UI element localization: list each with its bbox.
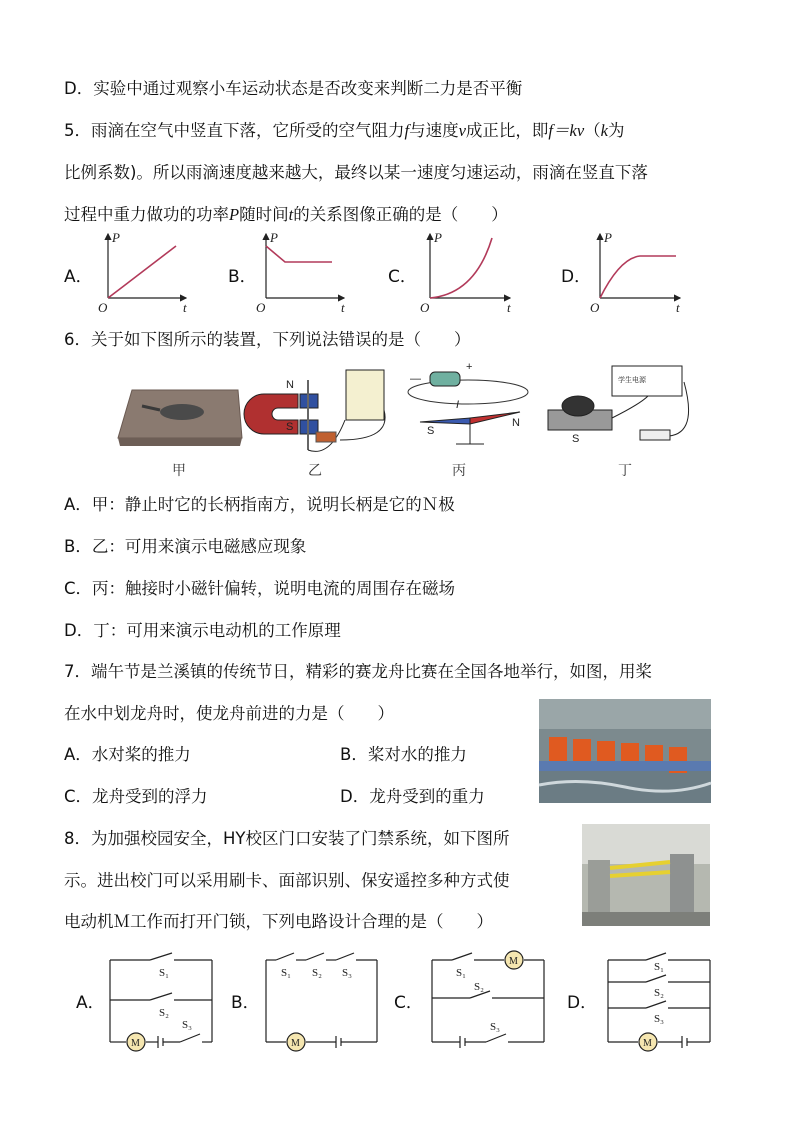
svg-text:P: P xyxy=(112,230,120,245)
svg-text:O: O xyxy=(98,300,108,315)
q5-option-d-label[interactable]: D． xyxy=(561,267,592,287)
q8-line3: 电动机Ｍ工作而打开门锁，下列电路设计合理的是（ ） xyxy=(64,912,493,931)
svg-text:N: N xyxy=(512,417,520,429)
svg-text:S₃: S₃ xyxy=(182,1019,192,1031)
svg-text:+: + xyxy=(466,361,473,373)
svg-text:学生电源: 学生电源 xyxy=(618,377,646,384)
q5-line3: 过程中重力做功的功率P随时间t的关系图像正确的是（ ） xyxy=(64,205,508,224)
q7-line1: 7．端午节是兰溪镇的传统节日，精彩的赛龙舟比赛在全国各地举行，如图，用桨 xyxy=(64,662,652,681)
svg-text:M: M xyxy=(643,1038,652,1049)
sinan-spoon-figure xyxy=(118,390,242,446)
svg-text:S₃: S₃ xyxy=(342,967,352,979)
q5-line2: 比例系数)。所以雨滴速度越来越大，最终以某一速度匀速运动，雨滴在竖直下落 xyxy=(64,163,648,182)
q5-option-b-label[interactable]: B． xyxy=(228,267,257,287)
q8-option-d-label[interactable]: D． xyxy=(567,993,598,1013)
svg-text:S₃: S₃ xyxy=(490,1021,500,1033)
svg-text:O: O xyxy=(590,300,600,315)
svg-text:P: P xyxy=(434,230,442,245)
svg-text:t: t xyxy=(676,300,680,315)
svg-text:S₁: S₁ xyxy=(654,961,664,973)
graph-c xyxy=(430,234,510,298)
svg-text:S₂: S₂ xyxy=(654,987,664,999)
induction-figure xyxy=(244,370,385,451)
svg-text:O: O xyxy=(420,300,430,315)
svg-text:S₂: S₂ xyxy=(159,1007,169,1019)
dragon-boat-photo xyxy=(539,699,711,803)
caption-yi: 乙 xyxy=(308,463,322,479)
q6-option-b[interactable]: B．乙：可用来演示电磁感应现象 xyxy=(64,537,307,556)
svg-text:t: t xyxy=(341,300,345,315)
svg-text:S₁: S₁ xyxy=(456,967,466,979)
q5-option-a-label[interactable]: A． xyxy=(64,267,93,287)
q8-option-a-label[interactable]: A． xyxy=(76,993,105,1013)
svg-text:t: t xyxy=(507,300,511,315)
svg-text:S: S xyxy=(427,425,435,437)
svg-text:S₁: S₁ xyxy=(159,967,169,979)
q5-option-c-label[interactable]: C． xyxy=(388,267,417,287)
graph-d xyxy=(600,234,680,298)
svg-text:S₂: S₂ xyxy=(474,981,484,993)
svg-text:S₂: S₂ xyxy=(312,967,322,979)
q8-line1: 8．为加强校园安全，HY校区门口安装了门禁系统，如下图所 xyxy=(64,829,510,848)
q8-line2: 示。进出校门可以采用刷卡、面部识别、保安遥控多种方式使 xyxy=(64,871,510,890)
q7-option-a[interactable]: A．水对桨的推力 xyxy=(64,745,191,764)
q6-option-a[interactable]: A．甲：静止时它的长柄指南方，说明长柄是它的Ｎ极 xyxy=(64,495,455,514)
q7-option-d[interactable]: D．龙舟受到的重力 xyxy=(340,787,485,806)
oersted-figure xyxy=(408,372,528,444)
q8-option-c-label[interactable]: C． xyxy=(394,993,423,1013)
circuit-c xyxy=(432,951,544,1048)
svg-text:t: t xyxy=(183,300,187,315)
q8-option-b-label[interactable]: B． xyxy=(231,993,260,1013)
caption-bing: 丙 xyxy=(452,463,466,479)
svg-text:S: S xyxy=(286,421,294,433)
q6-option-c[interactable]: C．丙：触接时小磁针偏转，说明电流的周围存在磁场 xyxy=(64,579,456,598)
q7-option-c[interactable]: C．龙舟受到的浮力 xyxy=(64,787,208,806)
gate-photo xyxy=(582,824,710,926)
prev-option-d: D．实验中通过观察小车运动状态是否改变来判断二力是否平衡 xyxy=(64,79,523,98)
caption-jia: 甲 xyxy=(172,463,186,479)
caption-ding: 丁 xyxy=(618,463,632,479)
q5-line1: 5．雨滴在空气中竖直下落，它所受的空气阻力f与速度v成正比，即f＝kv（k为 xyxy=(64,121,625,140)
svg-text:—: — xyxy=(410,373,421,385)
q8-circuits xyxy=(0,948,794,1058)
svg-text:S: S xyxy=(572,433,580,445)
svg-text:S₁: S₁ xyxy=(281,967,291,979)
q6-stem: 6．关于如下图所示的装置，下列说法错误的是（ ） xyxy=(64,330,471,349)
svg-text:M: M xyxy=(509,956,518,967)
svg-text:P: P xyxy=(270,230,278,245)
q5-graphs xyxy=(0,228,794,318)
q7-line2: 在水中划龙舟时，使龙舟前进的力是（ ） xyxy=(64,704,394,723)
q6-option-d[interactable]: D．丁：可用来演示电动机的工作原理 xyxy=(64,621,341,640)
svg-text:N: N xyxy=(286,379,294,391)
svg-text:M: M xyxy=(131,1038,140,1049)
svg-text:I: I xyxy=(456,399,460,411)
svg-text:M: M xyxy=(291,1038,300,1049)
q6-figures xyxy=(0,360,794,480)
svg-text:O: O xyxy=(256,300,266,315)
svg-text:P: P xyxy=(604,230,612,245)
q7-option-b[interactable]: B．桨对水的推力 xyxy=(340,745,467,764)
svg-text:S₃: S₃ xyxy=(654,1013,664,1025)
